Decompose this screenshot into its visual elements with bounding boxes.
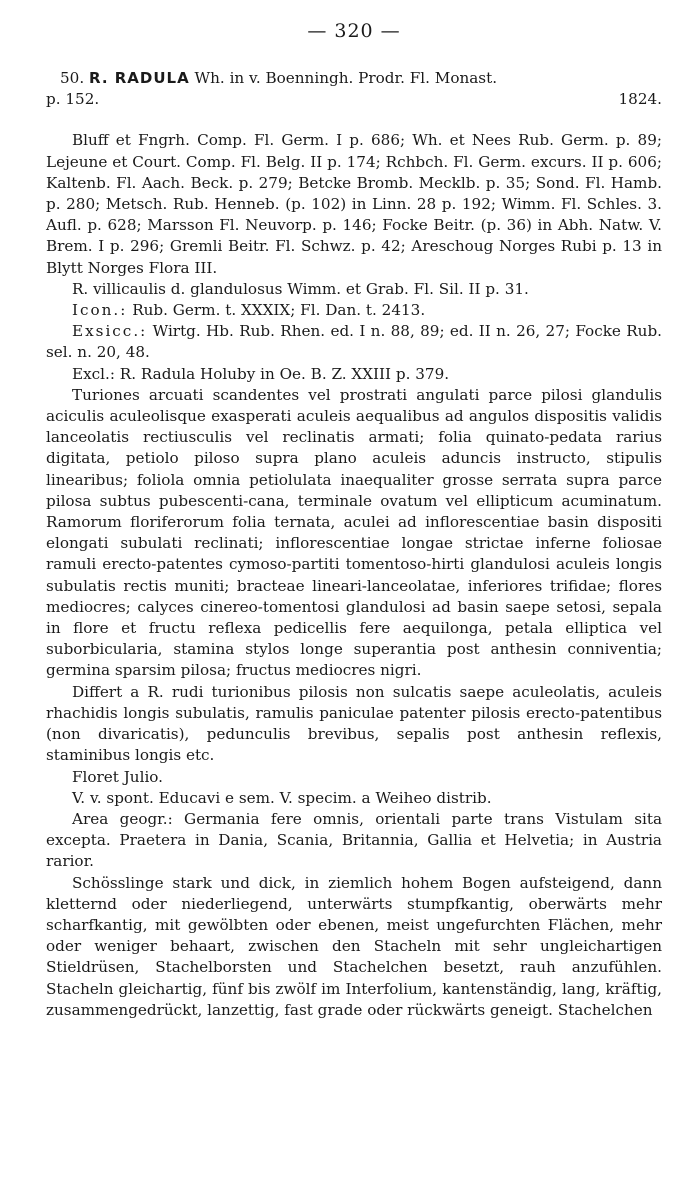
- exsicc-text: Wirtg. Hb. Rub. Rhen. ed. I n. 88, 89; ed. II n. 26, 27; Focke Rub. sel. n. 20, 48.: [46, 322, 662, 362]
- species-page-ref: p. 152.: [46, 90, 100, 109]
- species-heading-tail: [46, 89, 662, 110]
- differt-paragraph: Differt a R. rudi turionibus pilosis non sulcatis saepe aculeolatis, aculeis rhachidis longis subulatis, ramulis paniculae patenter pilosis erecto-patentibus (non divaricatis), pedunculis brevibus, sepalis post anthesin reflexis, staminibus longis etc.: [46, 682, 662, 765]
- species-authority: Wh. in v. Boenningh. Prodr. Fl. Monast.: [194, 69, 498, 87]
- species-name: R. RADULA: [88, 69, 190, 87]
- page-number: — 320 —: [307, 20, 401, 42]
- exsicc-label: Exsicc.:: [72, 322, 148, 341]
- german-description-paragraph: Schösslinge stark und dick, in ziemlich hohem Bogen aufsteigend, dann kletternd oder niederliegend, unterwärts stumpfkantig, oberwärts mehr scharfkantig, mit gewölbten oder ebenen, meist ungefurchten Flächen, mehr oder weniger behaart, zwischen den Stacheln mit sehr ungleichartigen Stieldrüsen, Stachelborsten und Stachelchen besetzt, rauh anzufühlen. Stacheln gleichartig, fünf bis zwölf im Interfolium, kantenständig, lang, kräftig, zusammengedrückt, lanzettig, fast grade oder rückwärts geneigt. Stachelchen: [46, 873, 662, 1019]
- species-number: 50.: [60, 69, 85, 87]
- species-year: 1824.: [618, 90, 662, 109]
- excl-paragraph: Excl.: R. Radula Holuby in Oe. B. Z. XXIII p. 379.: [72, 364, 450, 383]
- references-paragraph: Bluff et Fngrh. Comp. Fl. Germ. I p. 686; Wh. et Nees Rub. Germ. p. 89; Lejeune et Court. Comp. Fl. Belg. II p. 174; Rchbch. Fl. Germ. excurs. II p. 606; Kaltenb. Fl. Aach. Beck. p. 279; Betcke Bromb. Mecklb. p. 35; Sond. Fl. Hamb. p. 280; Metsch. Rub. Henneb. (p. 102) in Linn. 28 p. 192; Wimm. Fl. Schles. 3. Aufl. p. 628; Marsson Fl. Neuvorp. p. 146; Focke Beitr. (p. 36) in Abh. Natw. V. Brem. I p. 296; Gremli Beitr. Fl. Schwz. p. 42; Areschoug Norges Rubi p. 13 in Blytt Norges Flora III.: [46, 131, 662, 277]
- icon-label: Icon.:: [72, 301, 128, 320]
- species-heading: [46, 68, 662, 89]
- icon-paragraph: [46, 300, 662, 321]
- description-paragraph: Turiones arcuati scandentes vel prostrati angulati parce pilosi glandulis aciculis aculeolisque exasperati aculeis aequalibus ad angulos dispositis validis lanceolatis rectiusculis vel reclinatis armati; folia quinato-pedata rarius digitata, petiolo piloso supra plano aculeis aduncis instructo, stipulis linearibus; foliola omnia petiolulata inaequaliter grosse serrata supra parce pilosa subtus pubescenti-cana, terminale ovatum vel ellipticum acuminatum. Ramorum floriferorum folia ternata, aculei ad inflorescentiae basin dispositi elongati subulati reclinati; inflorescentiae longae strictae inferne foliosae ramuli erecto-patentes cymoso-partiti tomentoso-hirti glandulosi aculeis longis subulatis rectis muniti; bracteae lineari-lanceolatae, inferiores trifidae; flores mediocres; calyces cinereo-tomentosi glandulosi ad basin saepe setosi, sepala in flore et fructu reflexa pedicellis fere aequilonga, petala elliptica vel suborbicularia, stamina stylos longe superantia post anthesin conniventia; germina sparsim pilosa; fructus mediocres nigri.: [46, 385, 662, 680]
- area-paragraph: Area geogr.: Germania fere omnis, orientali parte trans Vistulam sita excepta. Praetera in Dania, Scania, Britannia, Gallia et Helvetia; in Austria rarior.: [46, 809, 662, 871]
- floret-paragraph: Floret Julio.: [72, 767, 164, 786]
- icon-text: Rub. Germ. t. XXXIX; Fl. Dan. t. 2413.: [127, 301, 426, 320]
- vv-paragraph: V. v. spont. Educavi e sem. V. specim. a Weiheo distrib.: [72, 788, 492, 807]
- exsicc-paragraph: [46, 321, 662, 363]
- document-page: [46, 20, 662, 1021]
- synonym-paragraph: R. villicaulis d. glandulosus Wimm. et Grab. Fl. Sil. II p. 31.: [72, 279, 529, 298]
